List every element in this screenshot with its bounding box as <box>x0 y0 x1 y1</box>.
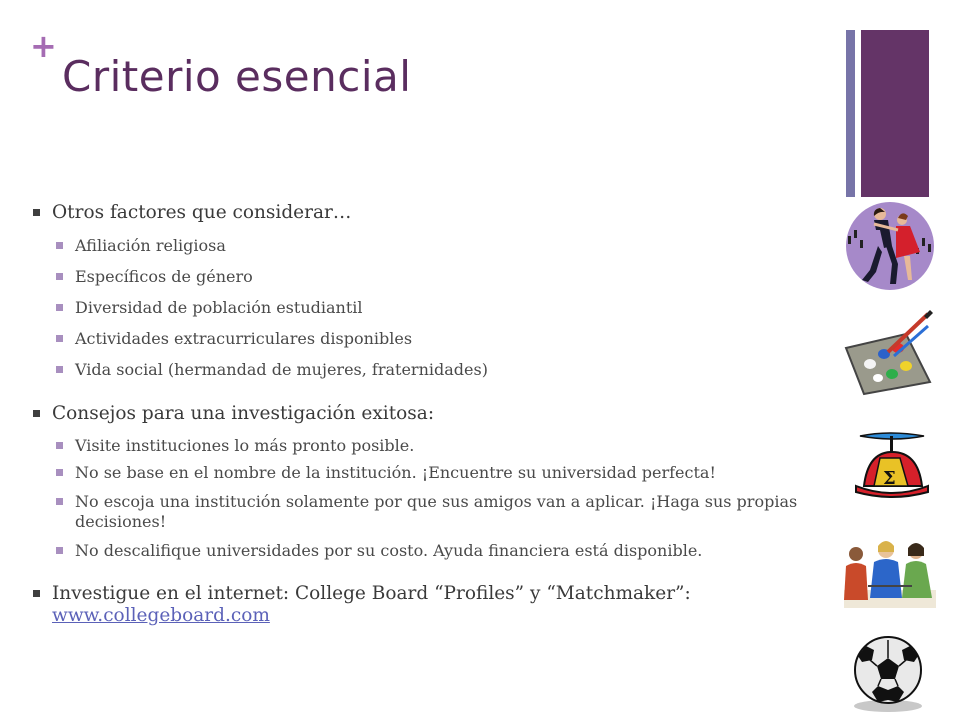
list-item: Diversidad de población estudiantil <box>32 298 832 318</box>
collegeboard-link[interactable]: www.collegeboard.com <box>52 605 270 626</box>
slide-body <box>32 202 832 627</box>
dancers-clipart <box>844 200 936 292</box>
section-heading: Otros factores que considerar… <box>32 202 832 224</box>
list-item: No descalifique universidades por su costo. Ayuda financiera está disponible. <box>32 541 775 561</box>
slide-title: Criterio esencial <box>62 52 412 101</box>
list-item: Actividades extracurriculares disponibles <box>32 329 832 349</box>
propeller-cap-clipart <box>850 430 934 502</box>
section-heading: Consejos para una investigación exitosa: <box>32 403 832 425</box>
svg-text:Σ: Σ <box>883 468 896 489</box>
research-point <box>32 583 702 627</box>
list-item: No escoja una institución solamente por que sus amigos van a aplicar. ¡Haga sus propias decisiones! <box>32 492 825 532</box>
list-item: No se base en el nombre de la institución. ¡Encuentre su universidad perfecta! <box>32 463 805 483</box>
list-item: Específicos de género <box>32 267 832 287</box>
list-item: Visite instituciones lo más pronto posible. <box>32 436 832 456</box>
students-talking-clipart <box>844 536 936 608</box>
soccer-ball-clipart <box>846 630 930 714</box>
plus-mark: + <box>30 27 57 65</box>
research-text: Investigue en el internet: College Board “Profiles” y “Matchmaker”: <box>52 583 691 604</box>
accent-bar-wide <box>861 30 929 197</box>
list-item: Vida social (hermandad de mujeres, fraternidades) <box>32 360 832 380</box>
accent-bar-thin <box>846 30 855 197</box>
paint-palette-clipart <box>840 308 936 400</box>
list-item: Afiliación religiosa <box>32 236 832 256</box>
